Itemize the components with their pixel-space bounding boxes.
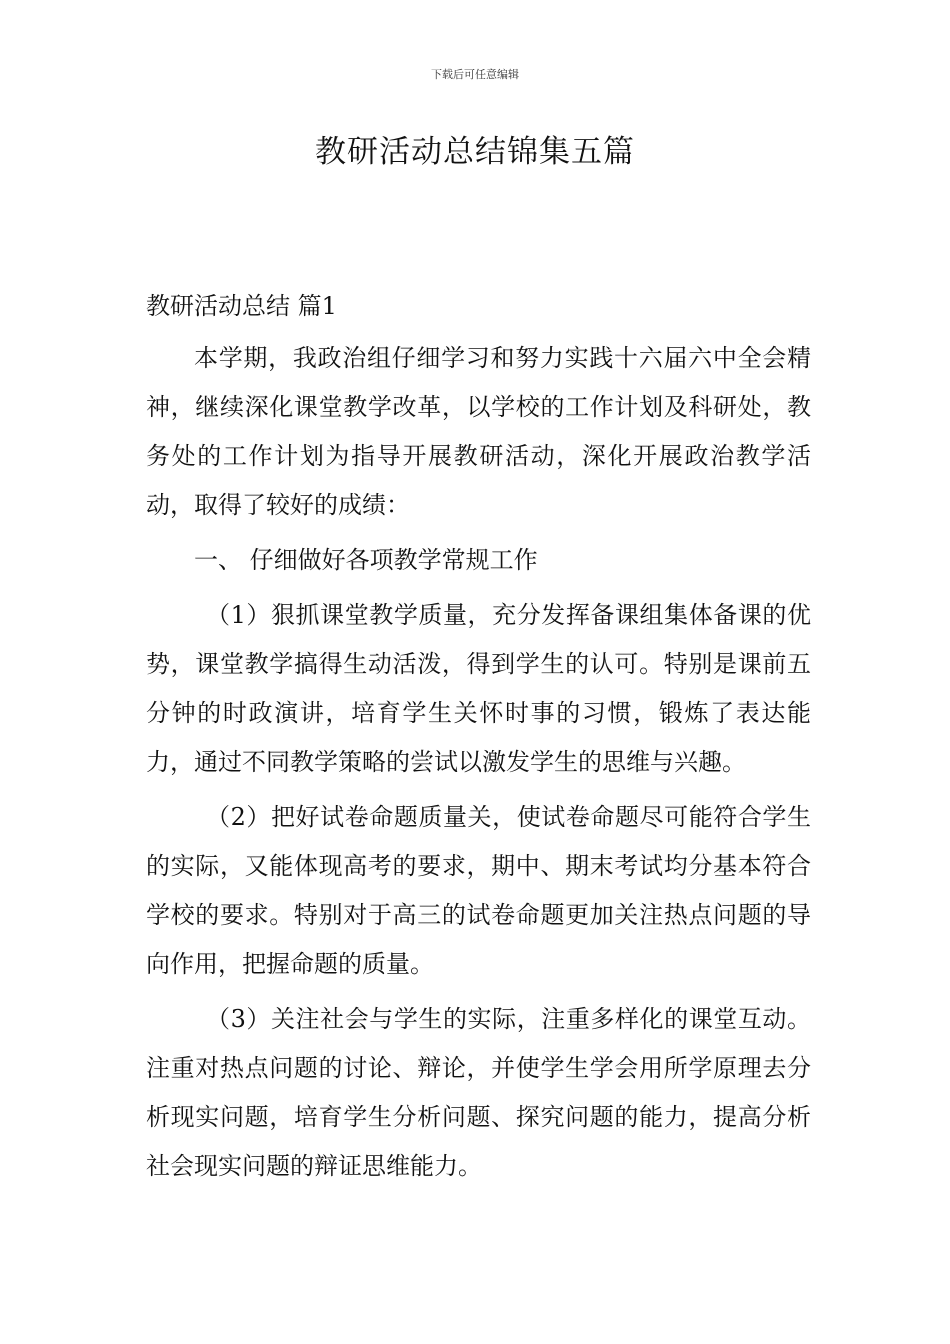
section-heading: 教研活动总结 篇1 <box>146 292 337 320</box>
document-body <box>146 282 811 1191</box>
list-item: （3）关注社会与学生的实际，注重多样化的课堂互动。注重对热点问题的讨论、辩论，并使学生学会用所学原理去分析现实问题，培育学生分析问题、探究问题的能力，提高分析社会现实问题的辩证思维能力。 <box>146 1005 811 1180</box>
intro-paragraph: 本学期，我政治组仔细学习和努力实践十六届六中全会精神，继续深化课堂教学改革，以学校的工作计划及科研处，教务处的工作计划为指导开展教研活动，深化开展政治教学活动，取得了较好的成绩： <box>146 344 811 519</box>
document-title: 教研活动总结锦集五篇 <box>315 134 635 170</box>
header-note: 下载后可任意编辑 <box>431 68 519 81</box>
list-item: （2）把好试卷命题质量关，使试卷命题尽可能符合学生的实际，又能体现高考的要求，期中、期末考试均分基本符合学校的要求。特别对于高三的试卷命题更加关注热点问题的导向作用，把握命题的质量。 <box>146 803 811 978</box>
part-heading: 一、 仔细做好各项教学常规工作 <box>194 546 538 574</box>
list-item: （1）狠抓课堂教学质量，充分发挥备课组集体备课的优势，课堂教学搞得生动活泼，得到学生的认可。特别是课前五分钟的时政演讲，培育学生关怀时事的习惯，锻炼了表达能力，通过不同教学策略的尝试以激发学生的思维与兴趣。 <box>146 601 811 776</box>
